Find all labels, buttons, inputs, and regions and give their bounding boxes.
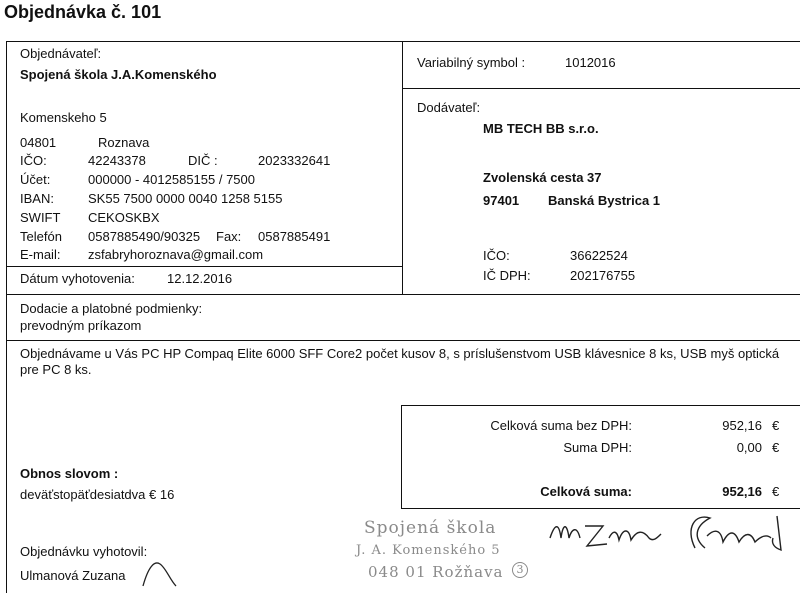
- orderer-iban-label: IBAN:: [20, 191, 54, 206]
- date-label: Dátum vyhotovenia:: [20, 271, 135, 286]
- orderer-dic-label: DIČ :: [188, 153, 218, 168]
- divider-order: [6, 340, 800, 341]
- orderer-zip: 04801: [20, 135, 57, 150]
- divider-terms: [6, 294, 800, 295]
- variable-symbol-value: 1012016: [565, 55, 616, 70]
- orderer-fax-label: Fax:: [216, 229, 242, 244]
- orderer-fax: 0587885491: [258, 229, 331, 244]
- issuer-signature: [140, 558, 180, 588]
- orderer-ico-label: IČO:: [20, 153, 47, 168]
- orderer-account: 000000 - 4012585155 / 7500: [88, 172, 255, 187]
- orderer-ico: 42243378: [88, 153, 146, 168]
- orderer-phone-label: Telefón: [20, 229, 62, 244]
- vat-currency: €: [772, 440, 780, 455]
- supplier-icdph-label: IČ DPH:: [483, 268, 531, 283]
- orderer-street: Komenskeho 5: [20, 110, 107, 125]
- net-label: Celková suma bez DPH:: [490, 418, 632, 433]
- in-words-value: deväťstopäťdesiatdva € 16: [20, 487, 175, 502]
- net-value: 952,16: [722, 418, 762, 433]
- supplier-heading: Dodávateľ:: [417, 100, 481, 115]
- supplier-icdph: 202176755: [570, 268, 636, 283]
- total-label: Celková suma:: [540, 484, 632, 499]
- divider-date: [6, 266, 402, 267]
- terms-value: prevodným príkazom: [20, 318, 142, 333]
- orderer-city: Roznava: [98, 135, 150, 150]
- orderer-phone: 0587885490/90325: [88, 229, 201, 244]
- issued-by-name: Ulmanová Zuzana: [20, 568, 126, 583]
- orderer-dic: 2023332641: [258, 153, 331, 168]
- total-value: 952,16: [722, 484, 762, 499]
- orderer-swift: CEKOSKBX: [88, 210, 160, 225]
- stamp-number: 3: [512, 562, 528, 578]
- page-title: Objednávka č. 101: [4, 2, 162, 22]
- issued-by-label: Objednávku vyhotovil:: [20, 544, 148, 559]
- variable-symbol-label: Variabilný symbol :: [417, 55, 526, 70]
- orderer-email-label: E-mail:: [20, 247, 61, 262]
- orderer-email: zsfabryhoroznava@gmail.com: [88, 247, 264, 262]
- net-currency: €: [772, 418, 780, 433]
- supplier-ico-label: IČO:: [483, 248, 510, 263]
- handwritten-signatures: [545, 508, 800, 558]
- stamp-line-2: J. A. Komenského 5: [356, 543, 501, 558]
- supplier-zip: 97401: [483, 193, 520, 208]
- date-value: 12.12.2016: [167, 271, 233, 286]
- orderer-swift-label: SWIFT: [20, 210, 61, 225]
- vat-label: Suma DPH:: [563, 440, 632, 455]
- column-divider: [402, 41, 403, 295]
- supplier-street: Zvolenská cesta 37: [483, 170, 602, 185]
- divider-vs: [402, 88, 800, 89]
- orderer-account-label: Účet:: [20, 172, 51, 187]
- orderer-iban: SK55 7500 0000 0040 1258 5155: [88, 191, 283, 206]
- stamp-line-3: 048 01 Rožňava: [368, 563, 504, 581]
- total-currency: €: [772, 484, 780, 499]
- supplier-city: Banská Bystrica 1: [548, 193, 661, 208]
- supplier-name: MB TECH BB s.r.o.: [483, 121, 599, 136]
- order-text: Objednávame u Vás PC HP Compaq Elite 6000 SFF Core2 počet kusov 8, s príslušenstvom USB klávesnice 8 ks, USB myš optická pre PC 8 ks.: [20, 346, 780, 377]
- supplier-ico: 36622524: [570, 248, 628, 263]
- terms-label: Dodacie a platobné podmienky:: [20, 301, 203, 316]
- orderer-heading: Objednávateľ:: [20, 46, 102, 61]
- in-words-label: Obnos slovom :: [20, 466, 119, 481]
- stamp-line-1: Spojená škola: [364, 518, 497, 538]
- vat-value: 0,00: [736, 440, 762, 455]
- orderer-name: Spojená škola J.A.Komenského: [20, 67, 217, 82]
